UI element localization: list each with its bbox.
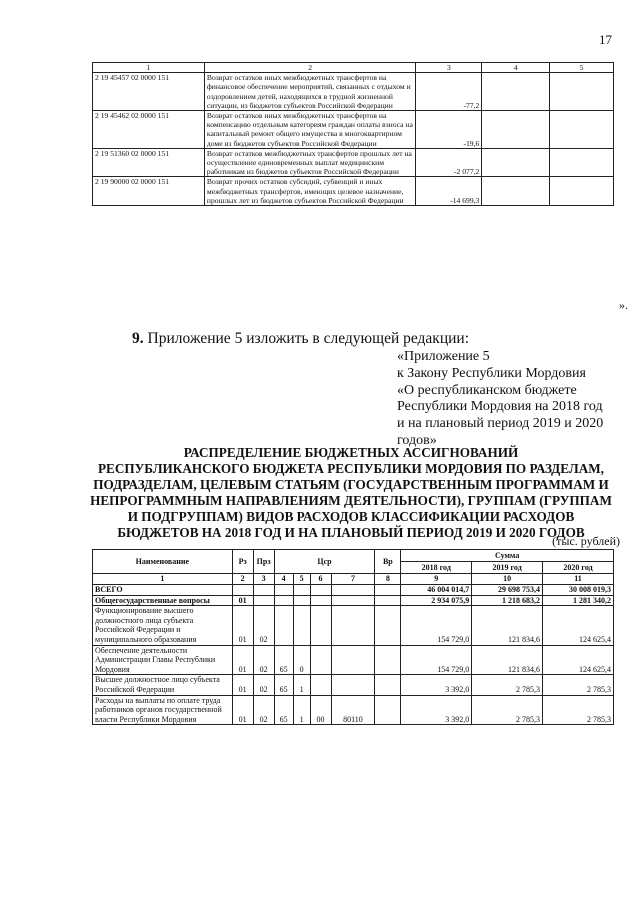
title-line: НЕПРОГРАММНЫМ НАПРАВЛЕНИЯМ ДЕЯТЕЛЬНОСТИ), ГРУППАМ (ГРУППАМ	[90, 493, 612, 508]
column-index: 5	[293, 574, 310, 585]
row-amount-2020: 1 281 340,2	[543, 595, 614, 606]
empty-cell	[550, 148, 614, 177]
table-row	[93, 111, 614, 149]
appendix-line: Республики Мордовия на 2018 год	[397, 399, 603, 415]
row-amount-2020: 124 625,4	[543, 606, 614, 645]
title-line: РАСПРЕДЕЛЕНИЕ БЮДЖЕТНЫХ АССИГНОВАНИЙ	[183, 445, 519, 460]
column-index: 7	[331, 574, 375, 585]
row-prz	[253, 585, 274, 596]
appendix-line: годов»	[397, 432, 437, 448]
row-amount-2019: 2 785,3	[472, 675, 543, 695]
row-amount-2018: 46 004 014,7	[401, 585, 472, 596]
top-header-cell: 4	[482, 63, 550, 73]
header-vr: Вр	[375, 550, 401, 574]
row-name: Высшее должностное лицо субъекта Российской Федерации	[93, 675, 233, 695]
row-csr-direction	[331, 595, 375, 606]
top-header-cell: 1	[93, 63, 205, 73]
row-csr-program	[274, 595, 293, 606]
column-index: 11	[543, 574, 614, 585]
row-description: Возврат остатков иных межбюджетных трансфертов на компенсацию отдельным категориям граждан оплаты взноса на капитальный ремонт общего имущества в многоквартирном доме из бюджетов субъектов Российской Федерации	[204, 111, 416, 149]
row-name: Функционирование высшего должностного лица субъекта Российской Федерации и муниципального образования	[93, 606, 233, 645]
row-csr-direction: 80110	[331, 695, 375, 725]
row-amount-2019: 2 785,3	[472, 695, 543, 725]
row-amount-2019: 121 834,6	[472, 645, 543, 675]
budget-table	[92, 549, 614, 725]
row-prz: 02	[253, 606, 274, 645]
row-amount-2019: 121 834,6	[472, 606, 543, 645]
budget-code: 2 19 45462 02 0000 151	[93, 111, 205, 149]
row-csr-event	[310, 675, 331, 695]
row-rz: 01	[232, 695, 253, 725]
table-row	[93, 177, 614, 206]
row-rz	[232, 585, 253, 596]
row-description: Возврат остатков иных межбюджетных трансфертов на финансовое обеспечение мероприятий, связанных с отдыхом и оздоровлением детей, находящихся в трудной жизненной ситуации, из бюджетов субъектов Российской Федерации	[204, 73, 416, 111]
closing-quote-mark: ».	[619, 298, 628, 312]
row-amount-2018: 2 934 075,9	[401, 595, 472, 606]
table-row	[93, 148, 614, 177]
appendix-line: к Закону Республики Мордовия	[397, 365, 586, 381]
column-index: 9	[401, 574, 472, 585]
row-name: Расходы на выплаты по оплате труда работников органов государственной власти Республики Мордовия	[93, 695, 233, 725]
top-header-cell: 3	[416, 63, 482, 73]
row-csr-event	[310, 585, 331, 596]
row-csr-program: 65	[274, 645, 293, 675]
row-amount-2018: 154 729,0	[401, 645, 472, 675]
header-year-2018: 2018 год	[401, 562, 472, 574]
item-heading	[132, 330, 469, 348]
appendix-reference	[397, 349, 627, 450]
title-line: БЮДЖЕТОВ НА 2018 ГОД И НА ПЛАНОВЫЙ ПЕРИОД 2019 И 2020 ГОДОВ	[117, 525, 585, 540]
budget-code: 2 19 51360 02 0000 151	[93, 148, 205, 177]
top-table	[92, 62, 614, 206]
row-csr-program	[274, 585, 293, 596]
row-amount-2018: 3 392,0	[401, 675, 472, 695]
row-csr-direction	[331, 675, 375, 695]
row-csr-subprogram	[293, 606, 310, 645]
row-vr	[375, 585, 401, 596]
row-vr	[375, 606, 401, 645]
top-header-cell: 2	[204, 63, 416, 73]
column-index: 2	[232, 574, 253, 585]
title-line: ПОДРАЗДЕЛАМ, ЦЕЛЕВЫМ СТАТЬЯМ (ГОСУДАРСТВЕННЫМ ПРОГРАММАМ И	[93, 477, 609, 492]
header-csr: Цср	[274, 550, 375, 574]
document-title	[86, 445, 616, 541]
row-csr-program: 65	[274, 675, 293, 695]
row-prz: 02	[253, 645, 274, 675]
row-amount-2020: 2 785,3	[543, 695, 614, 725]
row-csr-event: 00	[310, 695, 331, 725]
top-table-header-row	[93, 63, 614, 73]
row-vr	[375, 675, 401, 695]
table-row	[93, 585, 614, 596]
row-csr-direction	[331, 585, 375, 596]
empty-cell	[482, 73, 550, 111]
table-row	[93, 695, 614, 725]
appendix-line: «О республиканском бюджете	[397, 382, 577, 398]
row-rz: 01	[232, 595, 253, 606]
row-csr-event	[310, 645, 331, 675]
row-vr	[375, 695, 401, 725]
header-year-2020: 2020 год	[543, 562, 614, 574]
row-prz: 02	[253, 675, 274, 695]
appendix-line: «Приложение 5	[397, 349, 490, 364]
row-rz: 01	[232, 606, 253, 645]
row-amount: -14 699,3	[416, 177, 482, 206]
empty-cell	[550, 177, 614, 206]
column-index: 1	[93, 574, 233, 585]
row-amount-2020: 2 785,3	[543, 675, 614, 695]
row-csr-subprogram: 1	[293, 675, 310, 695]
row-name: Общегосударственные вопросы	[93, 595, 233, 606]
main-header-row	[93, 550, 614, 562]
column-index: 8	[375, 574, 401, 585]
row-amount-2018: 154 729,0	[401, 606, 472, 645]
units-label: (тыс. рублей)	[552, 534, 620, 548]
title-line: И ПОДГРУППАМ) ВИДОВ РАСХОДОВ КЛАССИФИКАЦИИ РАСХОДОВ	[127, 509, 575, 524]
column-index: 6	[310, 574, 331, 585]
row-csr-event	[310, 606, 331, 645]
row-vr	[375, 645, 401, 675]
row-csr-direction	[331, 645, 375, 675]
header-prz: Прз	[253, 550, 274, 574]
empty-cell	[482, 177, 550, 206]
budget-code: 2 19 90000 02 0000 151	[93, 177, 205, 206]
row-csr-program	[274, 606, 293, 645]
row-name: ВСЕГО	[93, 585, 233, 596]
row-description: Возврат остатков межбюджетных трансфертов прошлых лет на осуществление единовременных выплат медицинским работникам из бюджетов субъектов Российской Федерации	[204, 148, 416, 177]
table-row	[93, 595, 614, 606]
table-row	[93, 675, 614, 695]
empty-cell	[550, 111, 614, 149]
empty-cell	[550, 73, 614, 111]
page-number: 17	[599, 32, 612, 47]
row-csr-program: 65	[274, 695, 293, 725]
row-rz: 01	[232, 675, 253, 695]
row-amount: -77,2	[416, 73, 482, 111]
header-rz: Рз	[232, 550, 253, 574]
row-prz	[253, 595, 274, 606]
header-name: Наименование	[93, 550, 233, 574]
row-rz: 01	[232, 645, 253, 675]
empty-cell	[482, 111, 550, 149]
row-name: Обеспечение деятельности Администрации Главы Республики Мордовия	[93, 645, 233, 675]
title-line: РЕСПУБЛИКАНСКОГО БЮДЖЕТА РЕСПУБЛИКИ МОРДОВИЯ ПО РАЗДЕЛАМ,	[98, 461, 604, 476]
row-amount-2019: 1 218 683,2	[472, 595, 543, 606]
row-amount-2020: 30 008 019,3	[543, 585, 614, 596]
row-csr-subprogram	[293, 585, 310, 596]
row-amount-2019: 29 698 753,4	[472, 585, 543, 596]
row-vr	[375, 595, 401, 606]
header-sum: Сумма	[401, 550, 614, 562]
table-row	[93, 73, 614, 111]
item-number: 9.	[132, 330, 144, 347]
empty-cell	[482, 148, 550, 177]
row-description: Возврат прочих остатков субсидий, субвенций и иных межбюджетных трансфертов, имеющих целевое назначение, прошлых лет из бюджетов субъектов Российской Федерации	[204, 177, 416, 206]
row-csr-subprogram: 0	[293, 645, 310, 675]
row-csr-event	[310, 595, 331, 606]
row-amount-2020: 124 625,4	[543, 645, 614, 675]
column-index: 3	[253, 574, 274, 585]
table-row	[93, 606, 614, 645]
table-row	[93, 645, 614, 675]
column-index-row	[93, 574, 614, 585]
header-year-2019: 2019 год	[472, 562, 543, 574]
row-csr-subprogram: 1	[293, 695, 310, 725]
appendix-line: и на плановый период 2019 и 2020	[397, 416, 604, 432]
row-csr-direction	[331, 606, 375, 645]
row-prz: 02	[253, 695, 274, 725]
budget-code: 2 19 45457 02 0000 151	[93, 73, 205, 111]
row-amount-2018: 3 392,0	[401, 695, 472, 725]
column-index: 10	[472, 574, 543, 585]
row-csr-subprogram	[293, 595, 310, 606]
column-index: 4	[274, 574, 293, 585]
top-header-cell: 5	[550, 63, 614, 73]
item-text: Приложение 5 изложить в следующей редакции:	[143, 330, 470, 347]
row-amount: -2 077,2	[416, 148, 482, 177]
row-amount: -19,6	[416, 111, 482, 149]
